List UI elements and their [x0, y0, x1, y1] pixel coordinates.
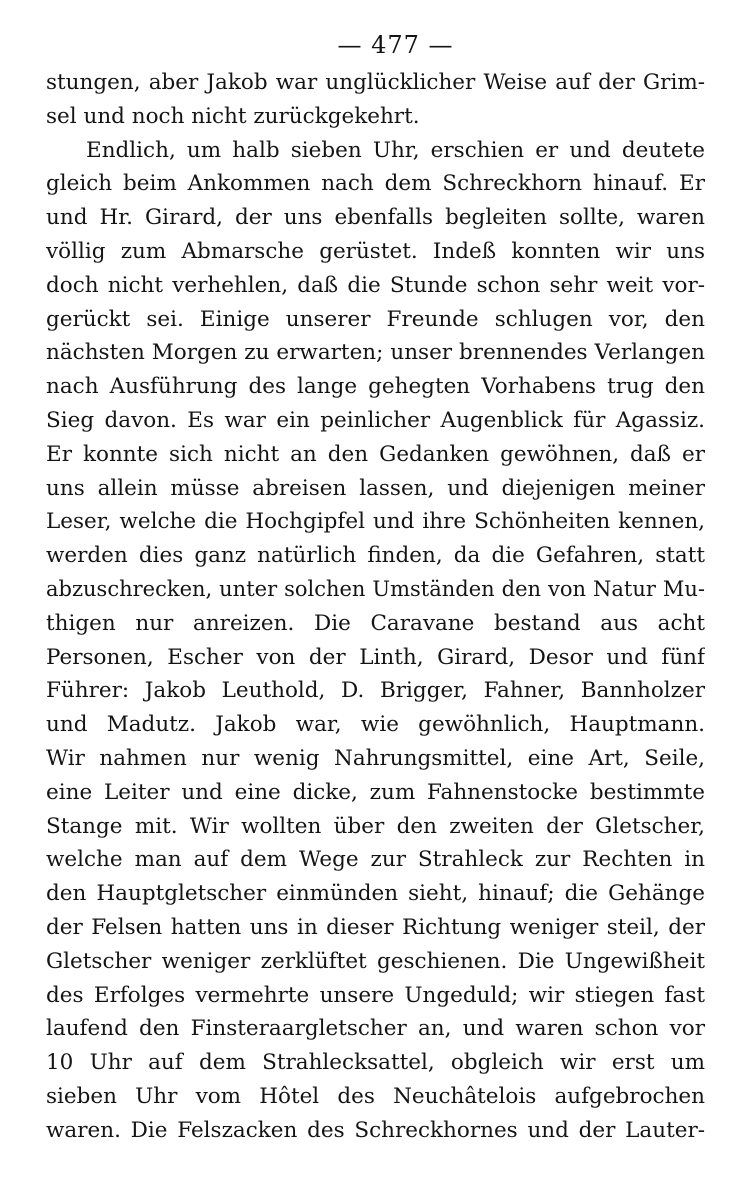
text-line: Wir nahmen nur wenig Nahrungsmittel, eine Art, Seile, [46, 745, 705, 771]
paragraph-main [46, 134, 705, 1182]
text-line: sel und noch nicht zurückgekehrt. [46, 103, 420, 129]
text-line: des Erfolges vermehrte unsere Ungeduld; wir stiegen fast [46, 982, 705, 1008]
text-line: Gletscher weniger zerklüftet geschienen. Die Ungewißheit [46, 948, 705, 974]
paragraph-continuation [46, 66, 705, 134]
text-line: waren. Die Felszacken des Schreckhornes und der Lauter- [46, 1117, 705, 1143]
text-line: Personen, Escher von der Linth, Girard, Desor und fünf [46, 644, 705, 670]
text-line: Leser, welche die Hochgipfel und ihre Schönheiten kennen, [46, 509, 705, 535]
text-line: nächsten Morgen zu erwarten; unser brennendes Verlangen [46, 340, 705, 366]
text-line: Er konnte sich nicht an den Gedanken gewöhnen, daß er [46, 441, 705, 467]
text-line: welche man auf dem Wege zur Strahleck zur Rechten in [46, 847, 705, 873]
text-line: 10 Uhr auf dem Strahlecksattel, obgleich wir erst um [46, 1050, 705, 1076]
text-line: thigen nur anreizen. Die Caravane bestand aus acht [46, 610, 705, 636]
text-line: gerückt sei. Einige unserer Freunde schlugen vor, den [46, 306, 705, 332]
text-line: den Hauptgletscher einmünden sieht, hinauf; die Gehänge [46, 881, 705, 907]
text-line: eine Leiter und eine dicke, zum Fahnenstocke bestimmte [46, 779, 705, 805]
text-line: gleich beim Ankommen nach dem Schreckhorn hinauf. Er [46, 171, 705, 197]
text-line: Führer: Jakob Leuthold, D. Brigger, Fahner, Bannholzer [46, 678, 705, 704]
text-line: uns allein müsse abreisen lassen, und diejenigen meiner [46, 475, 705, 501]
text-line: und Madutz. Jakob war, wie gewöhnlich, Hauptmann. [46, 712, 705, 738]
text-line: nach Ausführung des lange gehegten Vorhabens trug den [46, 374, 705, 400]
text-line: völlig zum Abmarsche gerüstet. Indeß konnten wir uns [46, 238, 705, 264]
text-line: der Felsen hatten uns in dieser Richtung weniger steil, der [46, 914, 705, 940]
text-line: laufend den Finsteraargletscher an, und waren schon vor [46, 1016, 705, 1042]
text-line: Sieg davon. Es war ein peinlicher Augenblick für Agassiz. [46, 407, 705, 433]
text-line: sieben Uhr vom Hôtel des Neuchâtelois aufgebrochen [46, 1083, 705, 1109]
text-line: Endlich, um halb sieben Uhr, erschien er und deutete [86, 137, 705, 163]
text-line: Stange mit. Wir wollten über den zweiten der Gletscher, [46, 813, 705, 839]
text-line: werden dies ganz natürlich finden, da die Gefahren, statt [46, 543, 705, 569]
text-line: stungen, aber Jakob war unglücklicher Weise auf der Grim- [46, 70, 705, 95]
text-line: abzuschrecken, unter solchen Umständen den von Natur Mu- [46, 576, 705, 601]
text-line [46, 1148, 705, 1182]
page-number: — 477 — [337, 31, 454, 59]
text-line: und Hr. Girard, der uns ebenfalls begleiten sollte, waren [46, 205, 705, 231]
text-line: doch nicht verhehlen, daß die Stunde schon sehr weit vor- [46, 272, 705, 298]
